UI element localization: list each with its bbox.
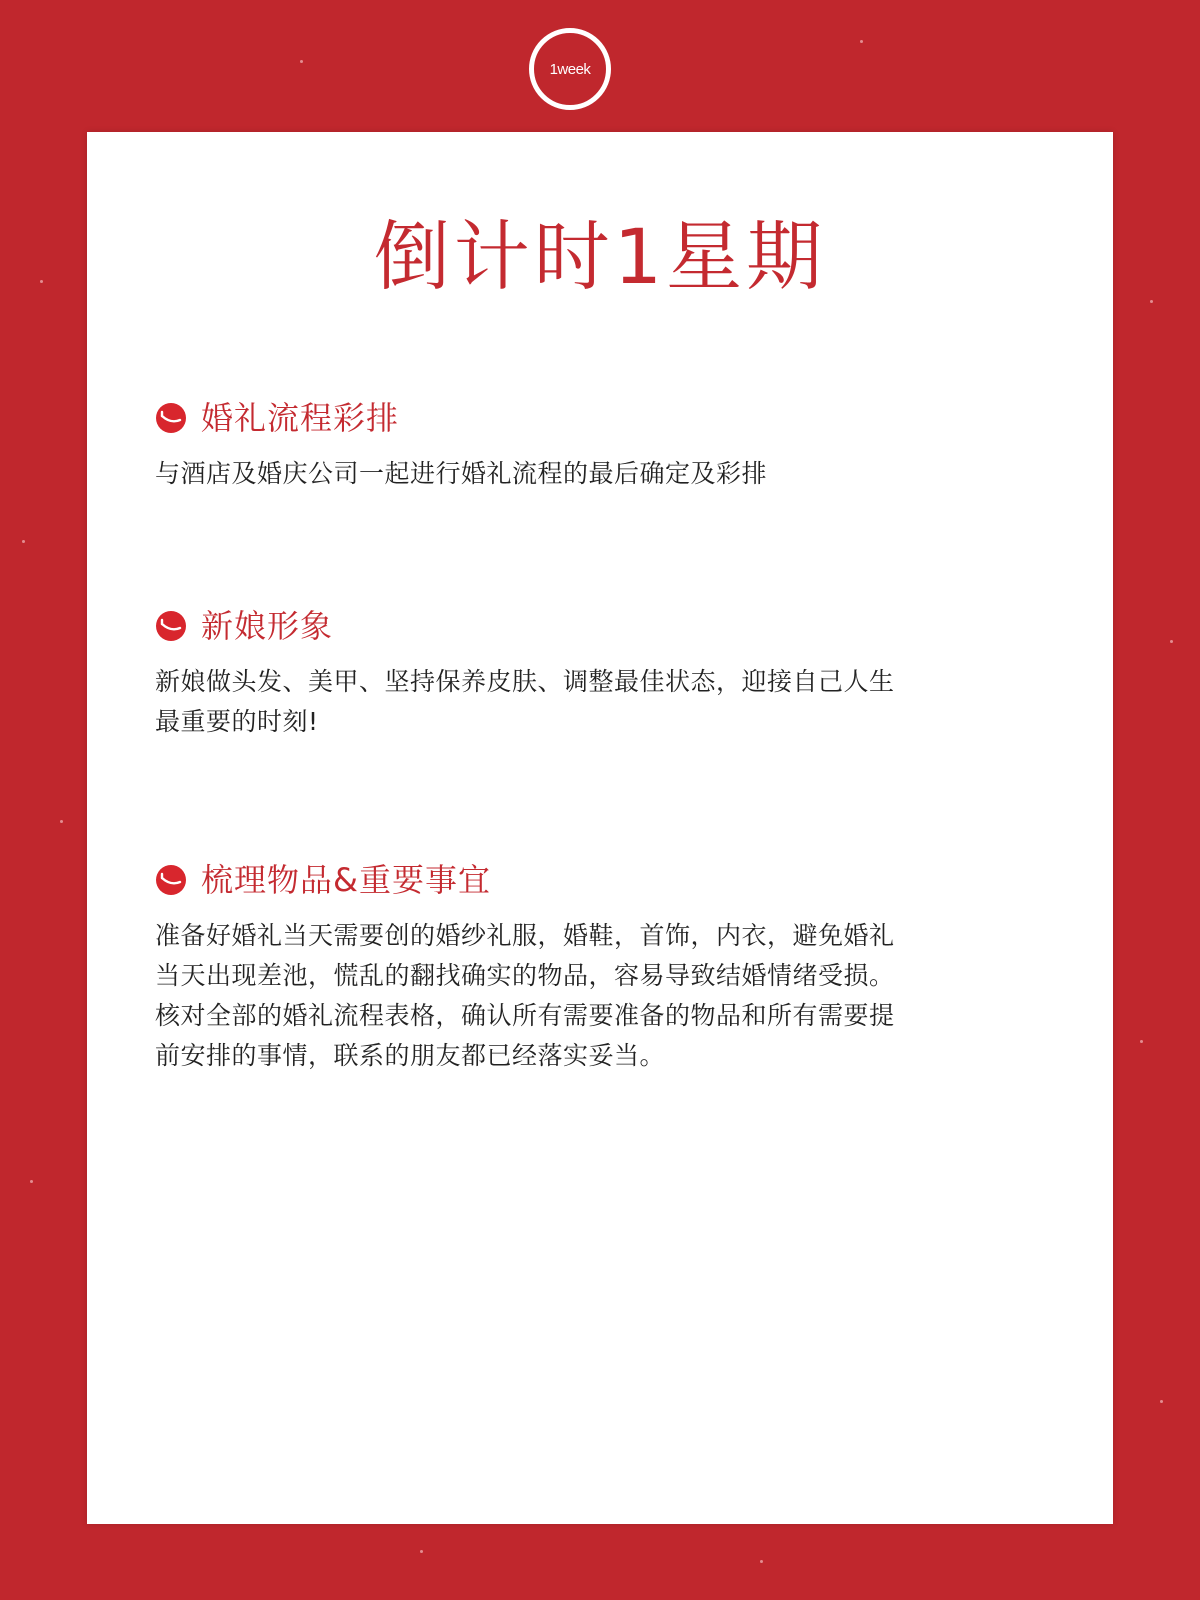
- section-body: 与酒店及婚庆公司一起进行婚礼流程的最后确定及彩排: [155, 459, 768, 488]
- background-speck: [1160, 1400, 1163, 1403]
- section-rehearsal: [155, 396, 1055, 494]
- section-heading-text: 婚礼流程彩排: [201, 399, 400, 437]
- section-items-checklist: [155, 858, 1055, 1076]
- background-speck: [1170, 640, 1173, 643]
- background-speck: [420, 1550, 423, 1553]
- section-heading-text: 梳理物品&重要事宜: [201, 861, 491, 899]
- background-speck: [30, 1180, 33, 1183]
- section-body: 新娘做头发、美甲、坚持保养皮肤、调整最佳状态，迎接自己人生 最重要的时刻!: [155, 667, 895, 736]
- background-speck: [60, 820, 63, 823]
- content-card: [87, 132, 1113, 1524]
- week-badge: [529, 28, 611, 110]
- section-heading: [155, 858, 1055, 902]
- background-speck: [1150, 300, 1153, 303]
- section-heading: [155, 396, 1055, 440]
- background-speck: [300, 60, 303, 63]
- background-speck: [1140, 1040, 1143, 1043]
- section-heading-text: 新娘形象: [201, 607, 334, 645]
- bullet-icon: [155, 864, 187, 896]
- section-bride-look: [155, 604, 1055, 742]
- background-speck: [860, 40, 863, 43]
- section-body: 准备好婚礼当天需要创的婚纱礼服，婚鞋，首饰，内衣，避免婚礼 当天出现差池，慌乱的翻找确实的物品，容易导致结婚情绪受损。 核对全部的婚礼流程表格，确认所有需要准备的物品和所有需要提 前安排的事情，联系的朋友都已经落实妥当。: [155, 921, 895, 1070]
- background-speck: [22, 540, 25, 543]
- bullet-icon: [155, 610, 187, 642]
- week-badge-label: 1week: [549, 60, 591, 78]
- background-speck: [40, 280, 43, 283]
- section-heading: [155, 604, 1055, 648]
- bullet-icon: [155, 402, 187, 434]
- background-speck: [760, 1560, 763, 1563]
- page-title: 倒计时1星期: [373, 212, 827, 301]
